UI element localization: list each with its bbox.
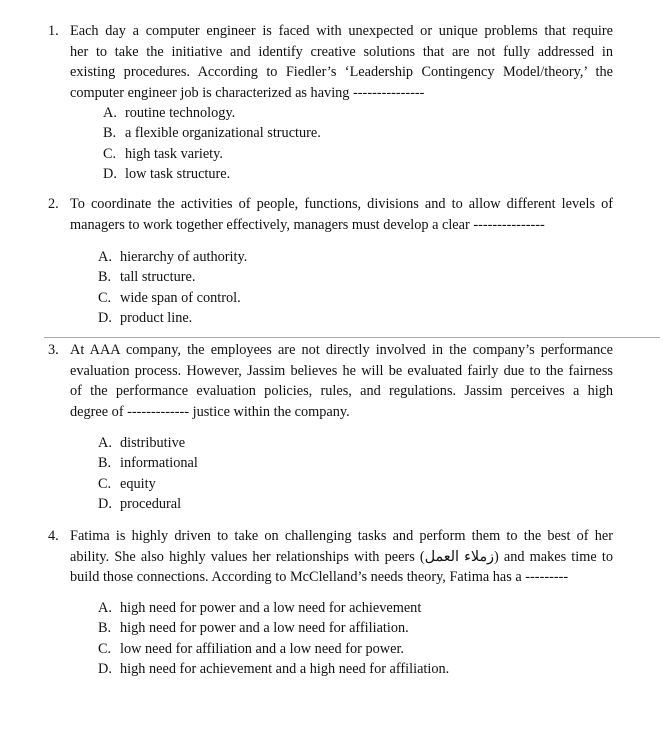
question-line: Fatima is highly driven to take on challenging tasks and perform them to the best of her <box>70 528 613 544</box>
question-line: To coordinate the activities of people, functions, divisions and to allow different levels of <box>70 196 613 212</box>
option-c[interactable] <box>98 474 198 494</box>
option-letter: A. <box>98 435 112 451</box>
option-letter: D. <box>98 495 112 512</box>
option-text: tall structure. <box>120 269 196 286</box>
option-letter: C. <box>98 289 112 306</box>
section-divider <box>44 337 660 338</box>
option-text: equity <box>120 475 156 492</box>
option-d[interactable] <box>98 494 198 514</box>
option-text: low need for affiliation and a low need for power. <box>120 640 404 657</box>
option-b[interactable] <box>103 123 321 143</box>
option-text: high task variety. <box>125 145 223 162</box>
question-line: Each day a computer engineer is faced with unexpected or unique problems that require <box>70 23 613 39</box>
question-line: her to take the initiative and identify creative solutions that are not fully addressed in <box>70 43 613 60</box>
option-b[interactable] <box>98 453 198 473</box>
option-text: high need for power and a low need for affiliation. <box>120 620 409 637</box>
option-text: a flexible organizational structure. <box>125 125 321 142</box>
question-number: 2. <box>48 196 59 212</box>
option-letter: D. <box>103 165 117 182</box>
question-line: degree of ------------- justice within the company. <box>70 403 350 420</box>
option-letter: B. <box>103 125 117 142</box>
option-a[interactable] <box>98 598 449 618</box>
option-a[interactable] <box>98 247 247 267</box>
question-line: of the performance evaluation policies, rules, and regulations. Jassim perceives a high <box>70 383 613 399</box>
option-c[interactable] <box>98 639 449 659</box>
question-number: 3. <box>48 342 59 358</box>
option-letter: B. <box>98 455 112 472</box>
question-line: computer engineer job is characterized as having --------------- <box>70 84 425 101</box>
option-text: distributive <box>120 435 186 451</box>
question-line: managers to work together effectively, managers must develop a clear --------------- <box>70 216 545 233</box>
question-number: 4. <box>48 528 59 544</box>
option-d[interactable] <box>98 308 247 328</box>
option-letter: D. <box>98 309 112 326</box>
option-d[interactable] <box>98 659 449 679</box>
option-letter: C. <box>103 145 117 162</box>
answer-options <box>98 598 449 679</box>
answer-options <box>98 247 247 328</box>
option-a[interactable] <box>103 103 321 123</box>
option-text: wide span of control. <box>120 289 241 306</box>
question-number: 1. <box>48 23 59 39</box>
option-text: low task structure. <box>125 165 231 182</box>
question-stem <box>70 526 613 588</box>
option-letter: A. <box>103 105 117 121</box>
option-text: informational <box>120 455 198 472</box>
option-letter: B. <box>98 269 112 286</box>
option-text: high need for achievement and a high need for affiliation. <box>120 660 450 677</box>
question-stem <box>70 21 613 103</box>
question-stem <box>70 194 613 235</box>
option-letter: B. <box>98 620 112 637</box>
option-b[interactable] <box>98 618 449 638</box>
option-text: procedural <box>120 495 182 512</box>
question-line: build those connections. According to McClelland’s needs theory, Fatima has a --------- <box>70 569 569 585</box>
option-c[interactable] <box>103 144 321 164</box>
option-c[interactable] <box>98 288 247 308</box>
option-text: routine technology. <box>125 105 236 121</box>
question-line: ability. She also highly values her relationships with peers (زملاء العمل) and makes time to <box>70 548 613 565</box>
answer-options <box>103 103 321 184</box>
option-letter: A. <box>98 249 112 265</box>
option-b[interactable] <box>98 267 247 287</box>
option-letter: C. <box>98 475 112 492</box>
question-line: evaluation process. However, Jassim believes he will be evaluated fairly due to the fairness <box>70 362 613 379</box>
option-text: high need for power and a low need for achievement <box>120 600 422 616</box>
question-stem <box>70 340 613 422</box>
option-d[interactable] <box>103 164 321 184</box>
question-line: At AAA company, the employees are not directly involved in the company’s performance <box>70 342 613 358</box>
question-line: existing procedures. According to Fiedler’s ‘Leadership Contingency Model/theory,’ the <box>70 64 613 80</box>
option-text: product line. <box>120 309 193 326</box>
option-letter: D. <box>98 660 112 677</box>
option-text: hierarchy of authority. <box>120 249 248 265</box>
option-letter: A. <box>98 600 112 616</box>
option-a[interactable] <box>98 433 198 453</box>
option-letter: C. <box>98 640 112 657</box>
answer-options <box>98 433 198 514</box>
